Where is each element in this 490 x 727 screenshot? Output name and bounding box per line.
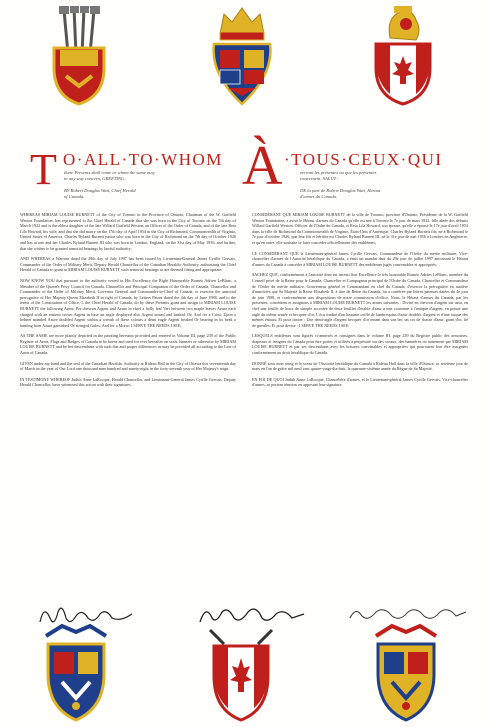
french-intro bbox=[300, 170, 450, 200]
english-paragraph: GIVEN under my hand and the seal of the Canadian Heraldic Authority at Rideau Hall in the City of Ottawa this seventeenth day of March in the year of Our Lord one thousand nine hundred and ninety-eight in the forty-seventh year of Her Majesty's reign. bbox=[20, 360, 236, 372]
french-text-column bbox=[252, 212, 468, 393]
english-initial: T bbox=[30, 145, 57, 194]
french-paragraph: DONNÉ sous mon seing et le sceau de l'Autorité héraldique du Canada à Rideau Hall dans la ville d'Ottawa, ce seizième jour de mars en l'an de grâce mil neuf cent quatre-vingt-dix-huit, la quarante-sixième année du Règne de Sa Majesté. bbox=[252, 360, 468, 372]
french-paragraph: LE CONSIDÉRANT QUE le Lieutenant-général James Cyrille Gervais, Commandeur de l'Ordre du mérite militaire, Vice-chancelier d'armes de l'Autorité héraldique du Canada, a émis un mandat daté du 29e jour de juillet 1997 autorisant le Héraut d'armes du Canada à concéder à MIRIAM LOUISE BURNETT des emblèmes jugés convenables et appropriés; bbox=[252, 250, 468, 267]
english-paragraph: AND WHEREAS a Warrant dated the 29th day of July 1997 has been issued by Lieutenant-General James Cyrille Gervais, Commander of the Order of Military Merit, Deputy Herald Chancellor of the Canadian Heraldic Authority, authorizing the Chief Herald of Canada to grant to MIRIAM LOUISE BURNETT such armorial bearings as are deemed fitting and appropriate; bbox=[20, 256, 236, 273]
right-top-lion-shield-icon bbox=[370, 4, 436, 106]
english-heading: O·ALL·TO·WHOM bbox=[63, 150, 223, 169]
english-paragraph: NOW KNOW YOU that pursuant to the authority vested in His Excellency the Right Honourable Roméo Adrien LeBlanc, a Member of the Queen's Privy Council for Canada, Chancellor and Principal Companion of the Order of Canada, Chancellor and Commander of the Order of Military Merit, Governor General and Commander-in-Chief of Canada, to exercise the armorial prerogative of Her Majesty Queen Elizabeth II in right of Canada, by Letters Patent dated the 4th day of June 1988, and to the terms of the Constitution of Office, I, the Chief Herald of Canada, do by these Presents grant and assign to MIRIAM LOUISE BURNETT the following Arms: Per chevron Argent and Azure in chief a holly leaf Vert between two maple leaves Azure each charged with an eastern crown Argent in base an eagle displayed also Argent armed and beaked Or; And for a Crest: Upon a helmet mantled Azure doubled Argent within a wreath of these colours a demi eagle Argent beaked Or bearing in its beak a hunting horn Azure garnished Or stringed Gules; And for a Motto: I SERVE THE NEEDS I SEE; bbox=[20, 277, 236, 328]
left-signature-text: Judith LaRocque bbox=[36, 600, 43, 601]
center-top-crowned-shield-icon bbox=[210, 4, 274, 106]
english-intro-line: these Presents shall come or whom the same may bbox=[64, 170, 155, 175]
french-byline: d'armes du Canada. bbox=[300, 194, 338, 200]
french-byline: DE la part de Robert Douglas Watt, Héraut bbox=[300, 188, 381, 194]
english-intro-line: in any way concern, GREETING: bbox=[64, 176, 126, 182]
french-paragraph: LESQUELS emblèmes sont figurés ci-annexés et consignés dans le volume III, page 239 du Registre public des armoiries, drapeaux et insignes du Canada pour être portés et utilisés à perpétuité sur des sceaux, des bannières ou autrement par MIRIAM LOUISE BURNETT et par ses descendants avec les brisures convenables et appropriées qui pourraient leur être assignées conformément au droit héraldique du Canada. bbox=[252, 333, 468, 356]
english-paragraph: AS THE SAME are more plainly depicted in the painting hereunto provided and entered in Volume III, page 239 of the Public Register of Arms, Flags and Badges of Canada to be borne and used for ever hereafter on seals, banners or otherwise by MIRIAM LOUISE BURNETT and by her descendants with such due and proper differences as may be provided all according to the Law of Arms of Canada. bbox=[20, 333, 236, 356]
english-paragraph: IN TESTIMONY WHEREOF Judith Anne LaRocque, Herald Chancellor, and Lieutenant-General James Cyrille Gervais, Deputy Herald Chancellor, have witnessed this action with their signatures. bbox=[20, 376, 236, 388]
bottom-left-seal-shield-icon bbox=[40, 622, 112, 722]
bottom-center-canada-shield-icon bbox=[204, 622, 278, 722]
right-signature-text: James Cyrille Gervais bbox=[348, 602, 357, 603]
french-intro-line: verront les présentes ou que les présentes bbox=[300, 170, 377, 175]
left-top-shield-icon bbox=[46, 6, 112, 106]
french-initial: À bbox=[242, 135, 283, 197]
french-paragraph: SACHEZ QUE, conformément à l'autorité dont est investi Son Excellence le très honorable Roméo Adrien LeBlanc, membre du Conseil privé de la Reine pour le Canada, Chancelier et Compagnon principal de l'Ordre du Canada, Chancelier et Commandeur de l'Ordre du mérite militaire, Gouverneur général et Commandant en chef du Canada, d'exercer la prérogative en matière d'armoiries que Sa Majesté la Reine Elizabeth II, à titre de Reine du Canada, lui a conférée par lettres patentes datées du 4e jour de juin 1988, et conformément aux dispositions de notre commission d'office, Nous, le Héraut d'armes du Canada, par les présentes, concédons et assignons à MIRIAM LOUISE BURNETT les armes suivantes : Divisé en chevron d'argent sur azur, en chef une feuille de houx de sinople accostée de deux feuilles d'érable d'azur à une couronne à l'antique d'argent, en pointe une aigle du même armée et becquée d'or; L'écu timbré d'un heaume coiffé de lambrequins d'azur doublés d'argent et d'une torque des mêmes émaux; Et pour cimier : Une demi-aigle d'argent becquée d'or tenant dans son bec un cor de chasse d'azur, garni d'or, lié de gueules; Et pour devise : I SERVE THE NEEDS I SEE; bbox=[252, 272, 468, 328]
center-signature-text: Robert D. Watt bbox=[196, 602, 203, 603]
french-paragraph: CONSIDÉRANT QUE MIRIAM LOUISE BURNETT de la ville de Toronto, province d'Ontario, Présidente de la W. Garfield Weston Foundation, a avisé le Héraut d'armes du Canada qu'elle est née à Toronto le 7e jour de mars 1922, fille aînée des défunts Willard Garfield Weston, Officier de l'Ordre du Canada, et Reta Lila Howard, son épouse, qu'elle a épousé le 17e jour d'avril 1954 dans la ville de Richmond du Commonwealth de Virginie, États-Unis d'Amérique, Charles Byland Burnett fils, né à Richmond le 7e jour d'octobre 1926, que leur fils et héritier est Charles Byland Burnett III, né le 31e jour de mai 1956 à Londres en Angleterre, et qu'en outre, elle souhaite se faire concéder officiellement des emblèmes; bbox=[252, 212, 468, 245]
french-heading: ·TOUS·CEUX·QUI bbox=[284, 150, 443, 169]
french-paragraph: EN FOI DE QUOI Judith Anne LaRocque, Chancelière d'armes, et le Lieutenant-général James Cyrille Gervais, Vice-chancelier d'armes, se portent témoins en apposant leur signature. bbox=[252, 376, 468, 388]
french-intro-line: concernent, SALUT : bbox=[300, 176, 339, 182]
english-byline: BY Robert Douglas Watt, Chief Herald bbox=[64, 188, 136, 194]
english-byline: of Canada. bbox=[64, 194, 85, 200]
english-intro bbox=[64, 170, 214, 200]
bottom-right-seal-shield-icon bbox=[370, 622, 442, 722]
english-paragraph: WHEREAS MIRIAM LOUISE BURNETT of the City of Toronto in the Province of Ontario, Chairman of the W. Garfield Weston Foundation, has represented to the Chief Herald of Canada that she was born in the City of Toronto on the 7th day of March 1922 and is the eldest daughter of the late Willard Garfield Weston, an Officer of the Order of Canada, and of the late Reta Lila Howard, his wife, and that she did marry on the 17th day of April 1954 in the City of Richmond, Commonwealth of Virginia, United States of America, Charles Byland Burnett junior who was born in the City of Richmond on the 7th day of October 1926 and has at one and her Charles Byland Burnett III who was born in London, England, on the 31st day of May 1956, and further, that she wishes to be granted armorial bearings by lawful authority; bbox=[20, 212, 236, 251]
english-text-column bbox=[20, 212, 236, 393]
